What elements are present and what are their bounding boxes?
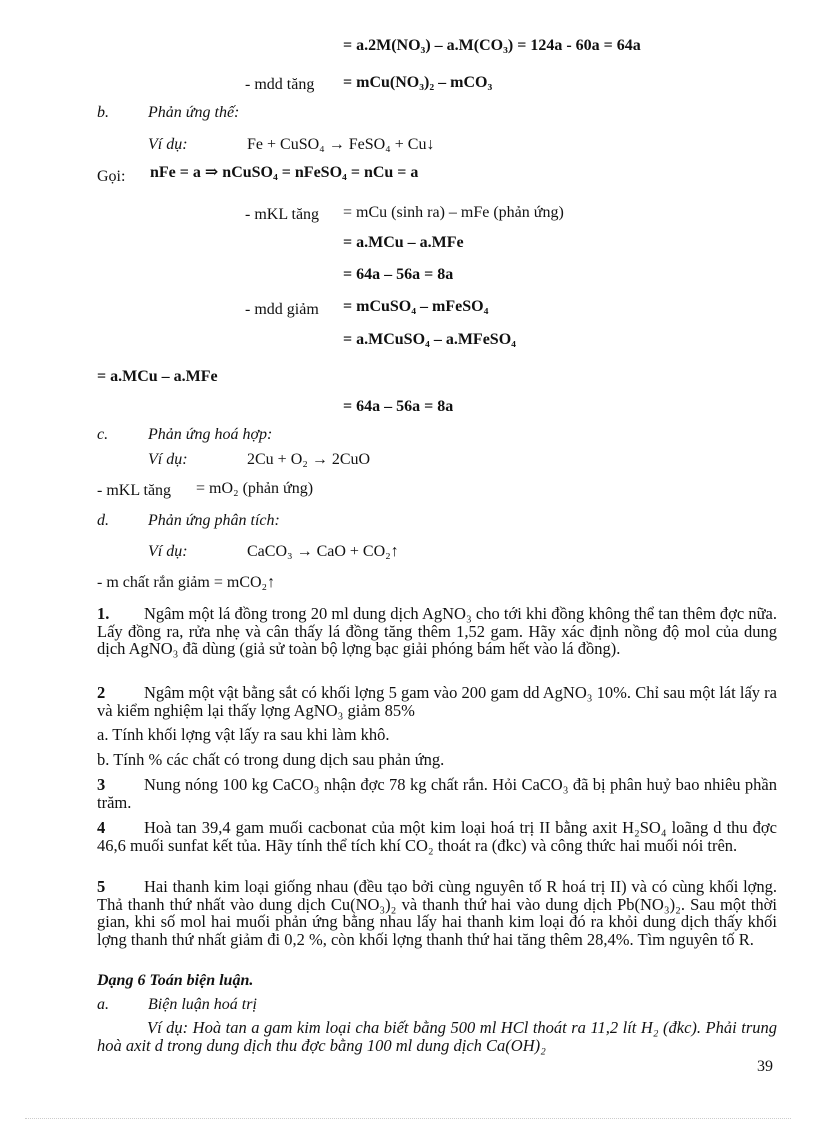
equation-line: = a.MCu – a.MFe <box>343 234 464 251</box>
exercise-number: 4 <box>97 818 106 837</box>
footer-divider <box>25 1118 791 1119</box>
section-title: Phản ứng hoá hợp: <box>148 426 273 443</box>
equation-label: - mKL tăng <box>245 206 320 223</box>
exercise-number: 3 <box>97 775 106 794</box>
section-letter: c. <box>97 426 109 443</box>
equation-line: - m chất rắn giảm = mCO₂↑ <box>97 574 276 591</box>
reaction-equation: Fe + CuSO₄ → FeSO₄ + Cu↓ <box>247 136 435 153</box>
equation-line: = 64a – 56a = 8a <box>343 398 454 415</box>
equation-line: = mCu (sinh ra) – mFe (phản ứng) <box>343 204 564 221</box>
example-label: Ví dụ: <box>148 451 188 468</box>
exercise-3 <box>97 776 777 811</box>
example-paragraph: Ví dụ: Hoà tan a gam kim loại cha biết bằng 500 ml HCl thoát ra 11,2 lít H₂ (đkc). Phải trung hoà axit d trong dung dịch thu đợc bằng 100 ml dung dịch Ca(OH)₂ <box>97 1018 777 1055</box>
exercise-text: Nung nóng 100 kg CaCO₃ nhận đợc 78 kg chất rắn. Hỏi CaCO₃ đã bị phân huỷ bao nhiêu phần trăm. <box>97 775 777 812</box>
exercise-1 <box>97 605 777 658</box>
exercise-4 <box>97 819 777 854</box>
equation-line: = mO₂ (phản ứng) <box>196 480 314 497</box>
section-title: Phản ứng phân tích: <box>148 512 280 529</box>
section-heading: Dạng 6 Toán biện luận. <box>97 972 254 989</box>
equation-line: nFe = a ⇒ nCuSO₄ = nFeSO₄ = nCu = a <box>150 164 419 181</box>
exercise-2a: a. Tính khối lợng vật lấy ra sau khi làm khô. <box>97 725 390 744</box>
equation-label: - mdd tăng <box>245 76 315 93</box>
section-title: Phản ứng thế: <box>148 104 240 121</box>
exercise-text: Hai thanh kim loại giống nhau (đều tạo bởi cùng nguyên tố R hoá trị II) và có cùng khối lợng. Thả thanh thứ nhất vào dung dịch Cu(NO₃)₂ và thanh thứ hai vào dung dịch Pb(NO₃)₂. Sau một thời gian, khi số mol hai muối phản ứng bằng nhau lấy hai thanh kim loại đó ra khỏi dung dịch thấy khối lợng thanh thứ nhất giảm đi 0,2 %, còn khối lợng thanh thứ hai tăng thêm 28,4%. Tìm nguyên tố R. <box>97 877 777 949</box>
exercise-number: 2 <box>97 683 106 702</box>
section-letter: b. <box>97 104 109 121</box>
exercise-5 <box>97 878 777 948</box>
section-letter: a. <box>97 996 109 1013</box>
equation-line: = a.2M(NO₃) – a.M(CO₃) = 124a - 60a = 64a <box>343 37 641 54</box>
equation-line: = 64a – 56a = 8a <box>343 266 454 283</box>
equation-line: = mCuSO₄ – mFeSO₄ <box>343 298 489 315</box>
equation-label: - mdd giảm <box>245 301 319 318</box>
example-label: Ví dụ: <box>148 136 188 153</box>
section-letter: d. <box>97 512 109 529</box>
section-title: Biện luận hoá trị <box>148 996 257 1013</box>
reaction-equation: 2Cu + O₂ → 2CuO <box>247 451 371 468</box>
equation-line: = a.MCuSO₄ – a.MFeSO₄ <box>343 331 516 348</box>
equation-line: = mCu(NO₃)₂ – mCO₃ <box>343 74 493 91</box>
page-number: 39 <box>757 1058 773 1075</box>
equation-label: - mKL tăng <box>97 482 172 499</box>
reaction-equation: CaCO₃ → CaO + CO₂↑ <box>247 543 399 560</box>
exercise-2b: b. Tính % các chất có trong dung dịch sau phản ứng. <box>97 750 445 769</box>
exercise-number: 1. <box>97 604 110 623</box>
exercise-text: Hoà tan 39,4 gam muối cacbonat của một kim loại hoá trị II bằng axit H₂SO₄ loãng d thu đợc 46,6 muối sunfat kết tủa. Hãy tính thể tích khí CO₂ thoát ra (đkc) và công thức hai muối nói trên. <box>97 818 777 855</box>
exercise-text: Ngâm một lá đồng trong 20 ml dung dịch AgNO₃ cho tới khi đồng không thể tan thêm đợc nữa. Lấy đồng ra, rửa nhẹ và cân thấy lá đồng tăng thêm 1,52 gam. Hãy xác định nồng độ mol của dung dịch AgNO₃ đã dùng (giả sử toàn bộ lợng bạc giải phóng bám hết vào lá đồng). <box>97 604 777 658</box>
example-label: Ví dụ: <box>148 543 188 560</box>
exercise-text: Ngâm một vật bằng sắt có khối lợng 5 gam vào 200 gam dd AgNO₃ 10%. Chỉ sau một lát lấy ra và kiểm nghiệm lại thấy lợng AgNO₃ giảm 85% <box>97 683 777 720</box>
exercise-number: 5 <box>97 877 106 896</box>
let-label: Gọi: <box>97 168 126 185</box>
exercise-2 <box>97 684 777 719</box>
equation-line: = a.MCu – a.MFe <box>97 368 218 385</box>
